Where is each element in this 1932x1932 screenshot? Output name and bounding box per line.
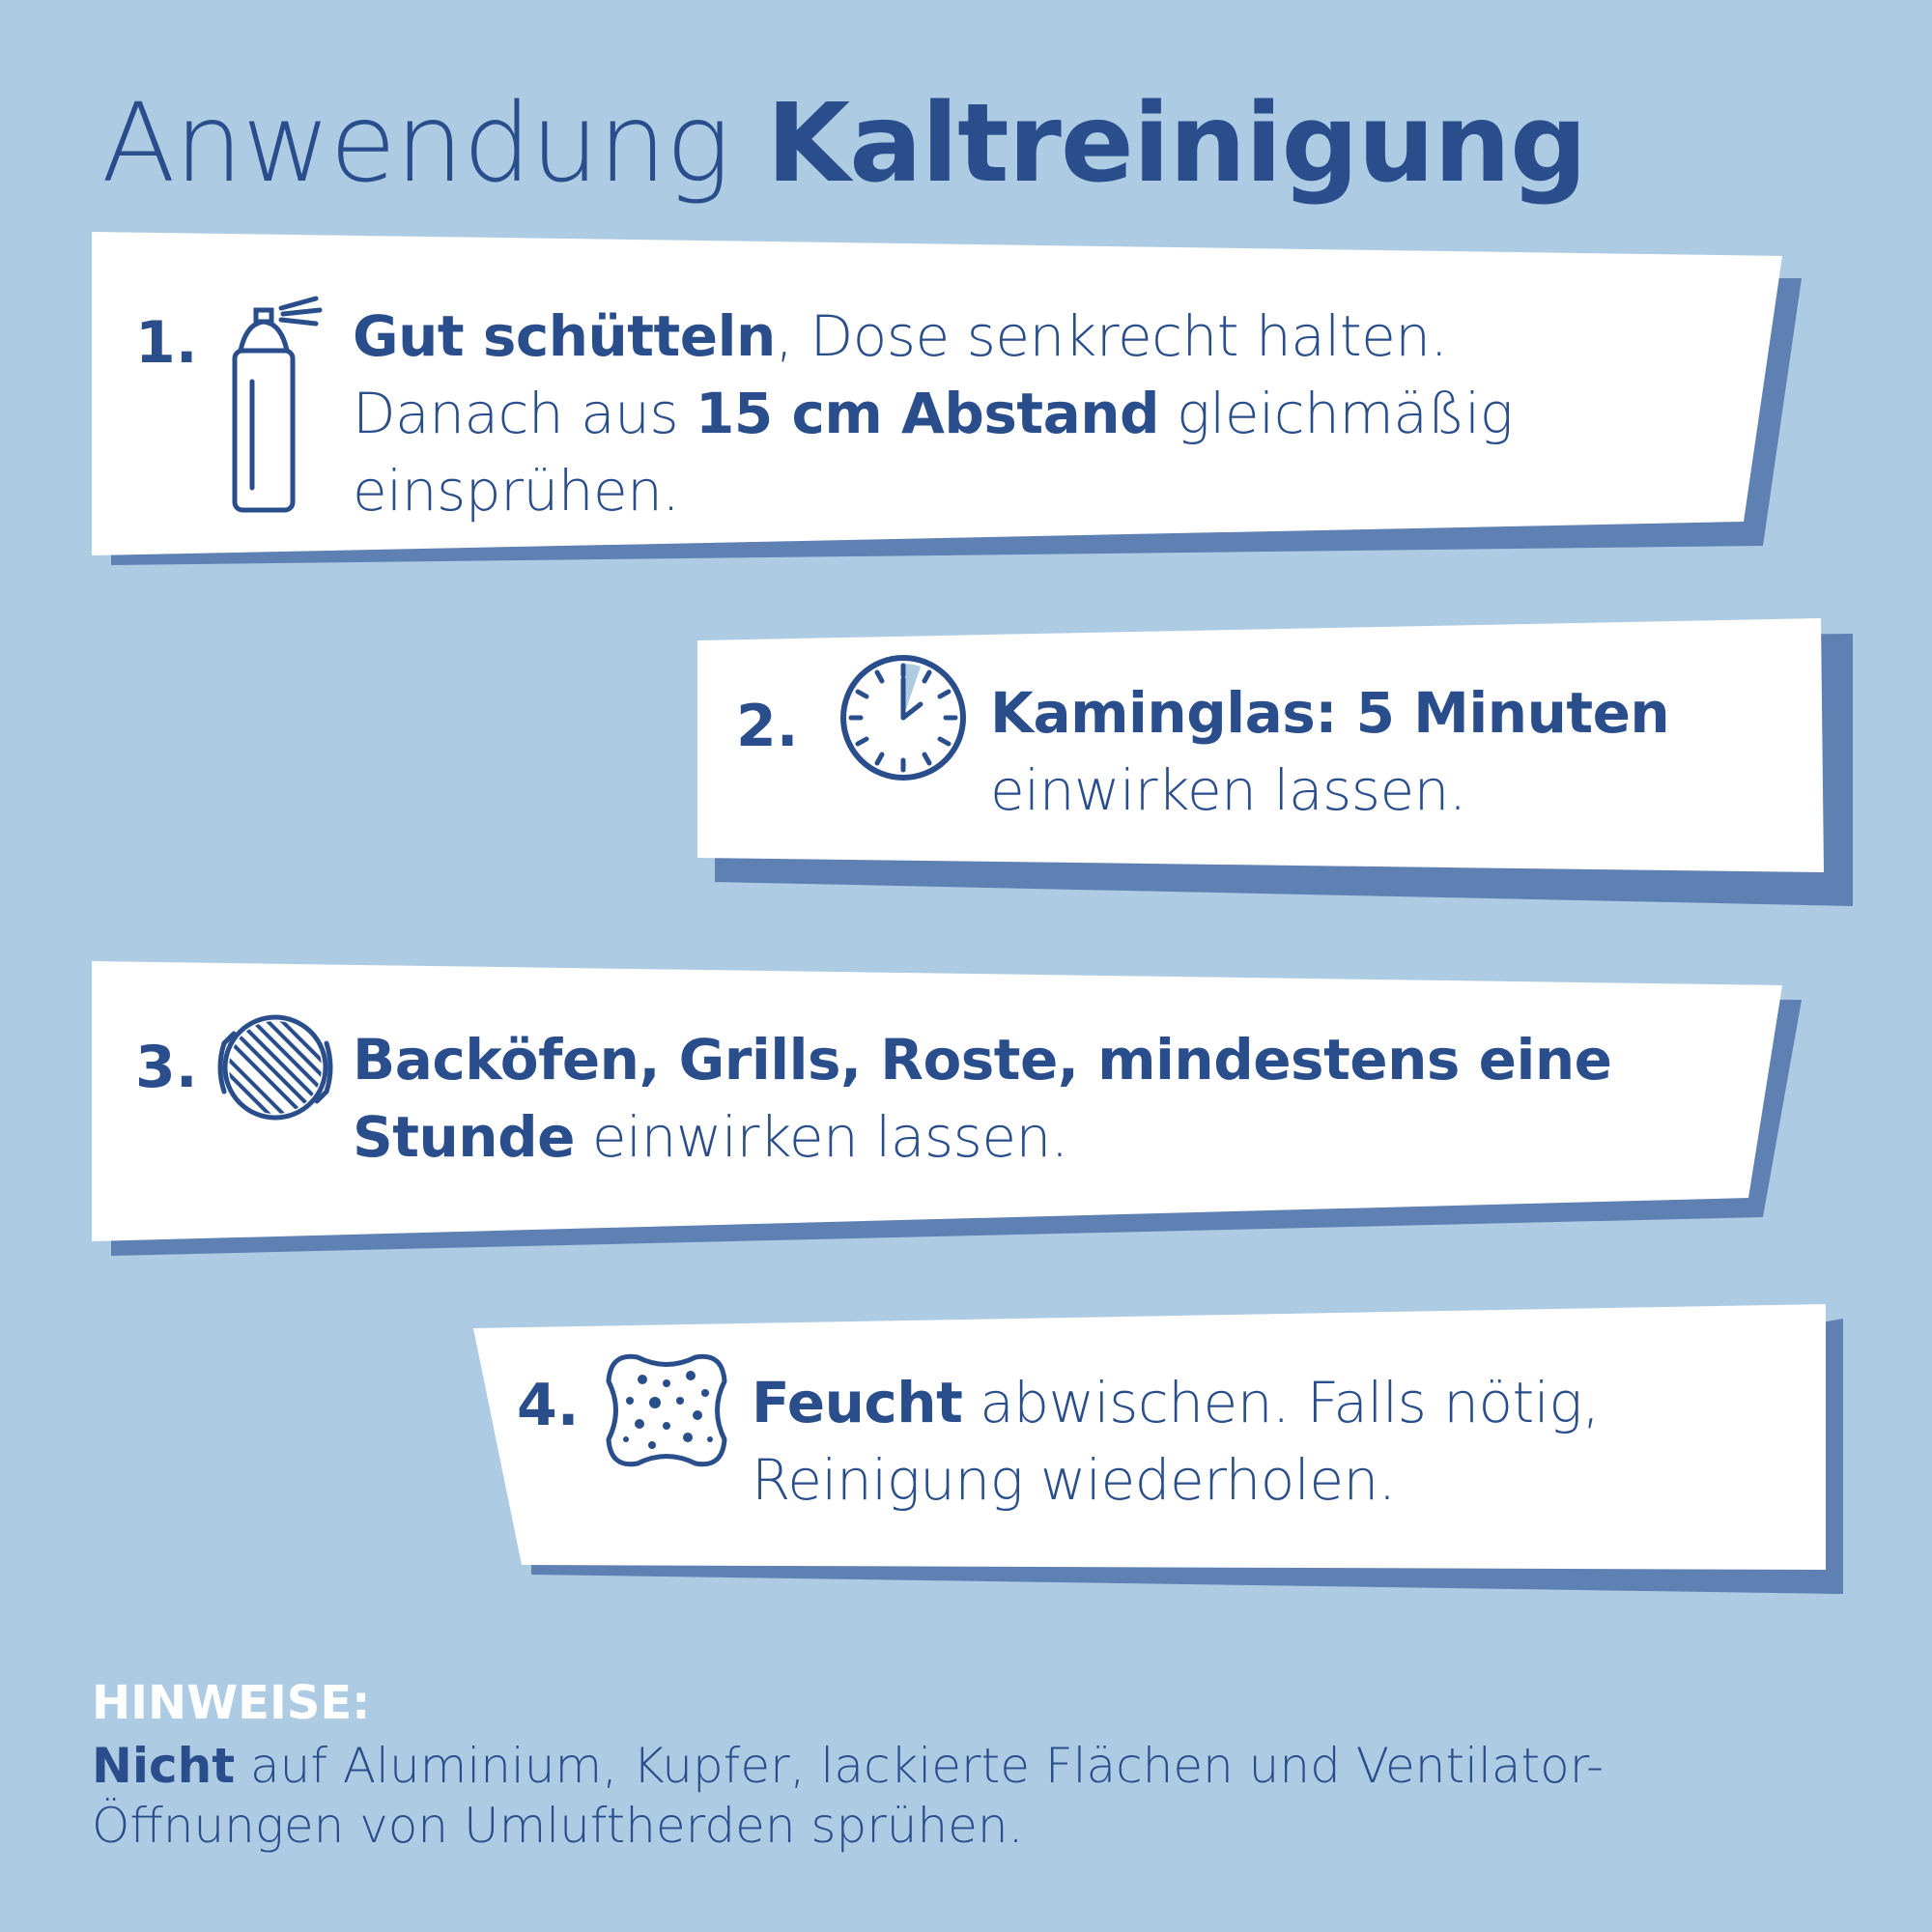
title-bold: Kaltreinigung [766,81,1587,207]
notes-heading: HINWEISE: [92,1676,371,1730]
step-card-1 [92,232,1811,570]
step-bold: Backöfen, Grills, Roste, mindestens eine [353,1027,1612,1093]
step-card-2 [696,616,1855,911]
step-rest: abwischen. Falls nötig, [962,1370,1600,1435]
step-card-3 [92,961,1811,1261]
step-bold: Gut schütteln [353,303,776,369]
step-bold: Feucht [752,1370,963,1435]
step-post: gleichmäßig [1159,381,1514,446]
step-text [353,298,1782,529]
step-text [752,1364,1814,1519]
step-number: 4. [517,1372,580,1439]
step-text [353,1021,1763,1176]
step-number: 3. [135,1034,198,1101]
clock-icon [836,650,971,785]
step-text [990,674,1840,829]
notes-body [92,1736,1831,1856]
notes-line1: auf Aluminium, Kupfer, lackierte Flächen und Ventilator- [235,1737,1605,1794]
title-light: Anwendung [101,81,730,207]
notes-line2: Öffnungen von Umluftherden sprühen. [92,1797,1024,1854]
step-bold-distance: 15 cm Abstand [696,381,1160,446]
step-number: 2. [736,693,799,760]
spray-can-icon [227,295,324,517]
step-line2: Reinigung wiederholen. [752,1447,1396,1513]
step-line3: einsprühen. [353,458,680,524]
grill-grate-icon [213,1005,338,1130]
notes-section [92,1676,1831,1856]
step-number: 1. [135,309,198,377]
step-rest: , Dose senkrecht halten. [775,303,1448,369]
step-rest: einwirken lassen. [574,1104,1068,1170]
step-rest: einwirken lassen. [990,757,1466,823]
sponge-icon [599,1343,734,1478]
notes-bold: Nicht [92,1737,236,1794]
page-title [101,81,1587,207]
step-card-4 [473,1304,1845,1604]
step-bold-2: Stunde [353,1104,575,1170]
step-bold: Kaminglas: 5 Minuten [990,680,1670,746]
step-pre: Danach aus [353,381,696,446]
